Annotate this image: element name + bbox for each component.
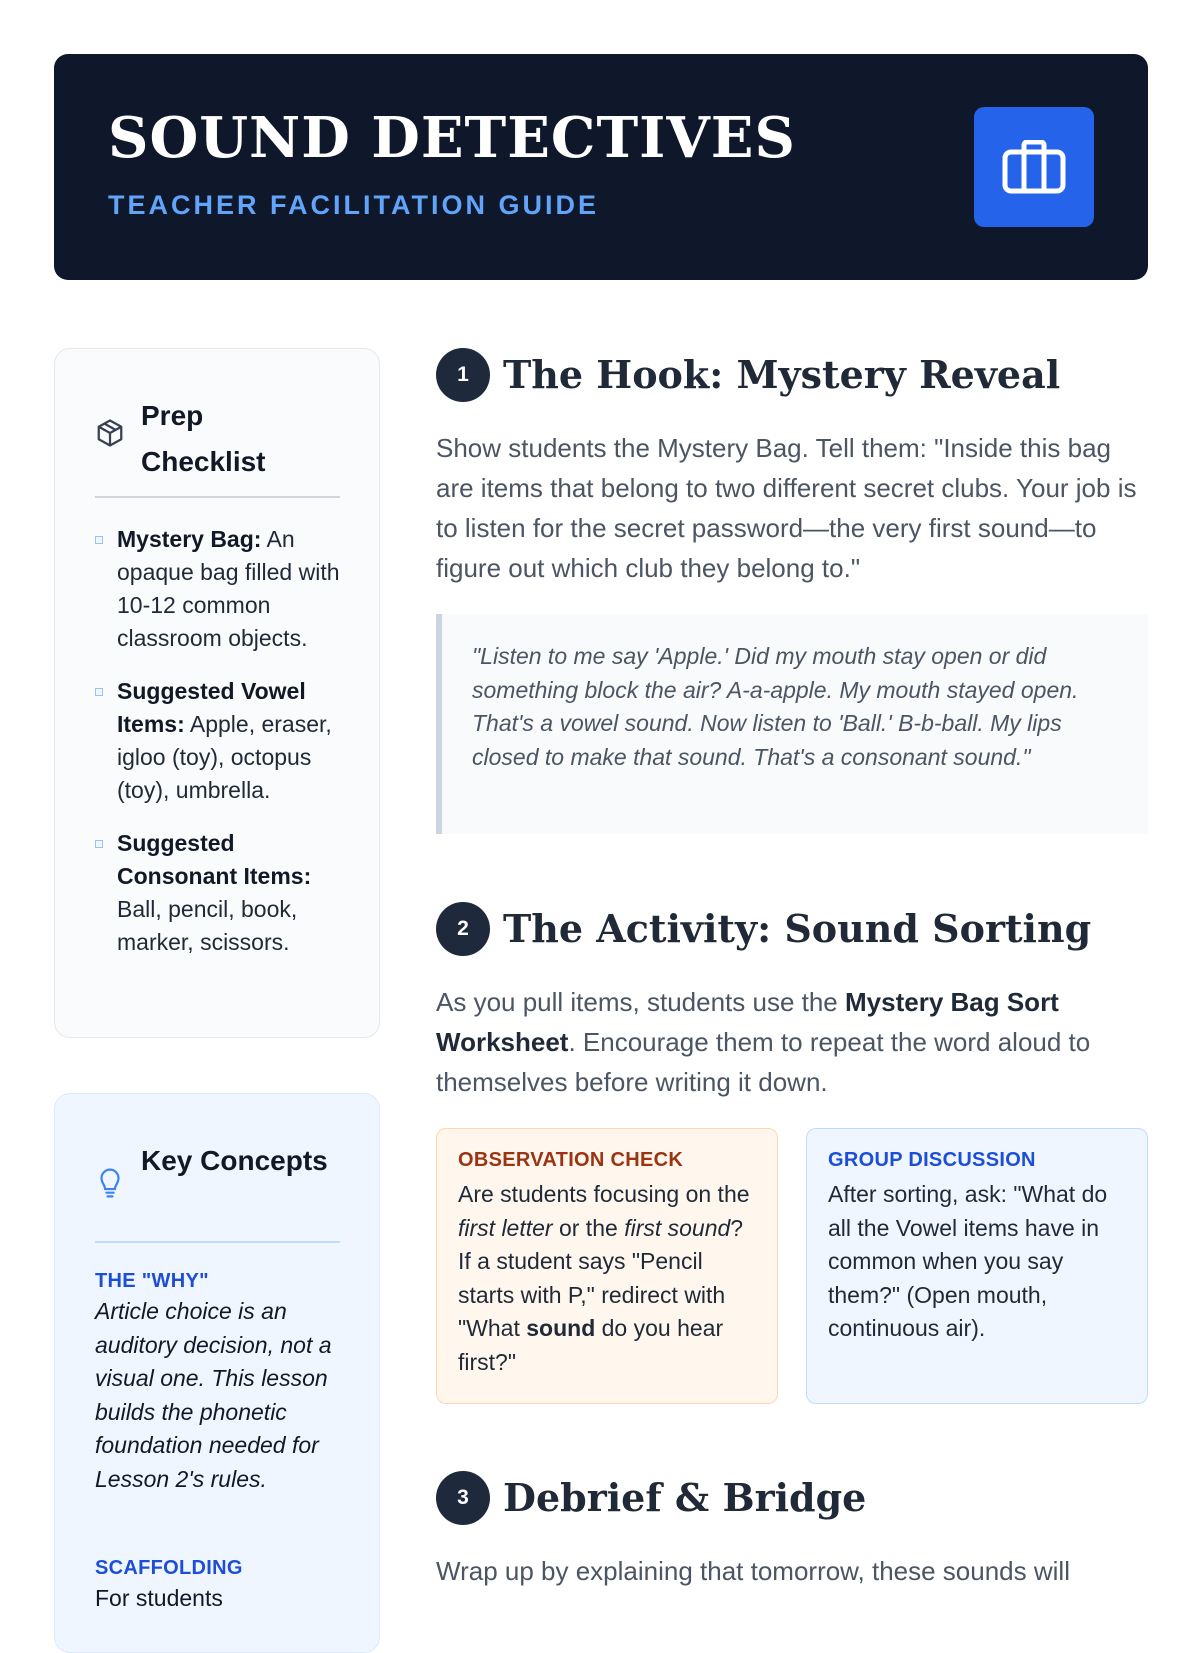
bullet	[95, 688, 103, 696]
step-number-badge: 1	[436, 348, 490, 402]
step-number-badge: 3	[436, 1471, 490, 1525]
briefcase-icon	[974, 107, 1094, 227]
key-concepts-title: Key Concepts	[141, 1145, 328, 1176]
prep-checklist-title: Prep Checklist	[141, 400, 266, 477]
step-1-heading	[436, 348, 1148, 402]
list-item: Suggested Consonant Items: Ball, pencil, book, marker, scissors.	[95, 827, 345, 959]
bullet	[95, 536, 103, 544]
callout-text: After sorting, ask: "What do all the Vowel items have in common when you say them?" (Open mouth, continuous air).	[828, 1181, 1108, 1341]
divider	[95, 496, 340, 498]
group-discussion-callout	[806, 1128, 1148, 1404]
prep-checklist-card	[54, 348, 380, 1038]
teacher-script-quote: "Listen to me say 'Apple.' Did my mouth stay open or did something block the air? A-a-apple. My mouth stayed open. That's a vowel sound. Now listen to 'Ball.' B-b-ball. My lips closed to make that sound. That's a consonant sound."	[436, 614, 1148, 834]
why-text: Article choice is an auditory decision, not a visual one. This lesson builds the phonetic foundation needed for Lesson 2's rules.	[95, 1298, 332, 1492]
step-1-body: Show students the Mystery Bag. Tell them: "Inside this bag are items that belong to two different secret clubs. Your job is to listen for the secret password—the very first sound—to figure out which club they belong to."	[436, 433, 1137, 583]
bullet	[95, 840, 103, 848]
step-2-body: As you pull items, students use the Mystery Bag Sort Worksheet. Encourage them to repeat the word aloud to themselves before writing it down.	[436, 987, 1091, 1097]
callout-label: GROUP DISCUSSION	[828, 1149, 1036, 1171]
lightbulb-icon	[95, 1166, 125, 1205]
box-icon	[95, 418, 125, 453]
callout-text: Are students focusing on the first letter or the first sound? If a student says "Pencil starts with P," redirect with "What sound do you hear first?"	[458, 1181, 750, 1375]
step-number-badge: 2	[436, 902, 490, 956]
scaffolding-label: SCAFFOLDING	[95, 1557, 243, 1579]
callout-label: OBSERVATION CHECK	[458, 1149, 684, 1171]
key-concepts-card	[54, 1093, 380, 1653]
page-subtitle: TEACHER FACILITATION GUIDE	[108, 190, 599, 220]
step-title: The Activity: Sound Sorting	[503, 906, 1092, 951]
checklist	[95, 523, 345, 979]
list-item: Mystery Bag: An opaque bag filled with 10-12 common classroom objects.	[95, 523, 345, 655]
step-3-heading	[436, 1471, 1148, 1525]
divider	[95, 1241, 340, 1243]
header-banner	[54, 54, 1148, 280]
why-label: THE "WHY"	[95, 1270, 209, 1292]
page-title: SOUND DETECTIVES	[108, 105, 796, 171]
step-title: The Hook: Mystery Reveal	[503, 352, 1061, 397]
scaffolding-text: For students	[95, 1585, 223, 1611]
step-3-body: Wrap up by explaining that tomorrow, these sounds will	[436, 1556, 1070, 1586]
step-title: Debrief & Bridge	[503, 1475, 867, 1520]
list-item: Suggested Vowel Items: Apple, eraser, igloo (toy), octopus (toy), umbrella.	[95, 675, 345, 807]
step-2-heading	[436, 902, 1148, 956]
observation-check-callout	[436, 1128, 778, 1404]
